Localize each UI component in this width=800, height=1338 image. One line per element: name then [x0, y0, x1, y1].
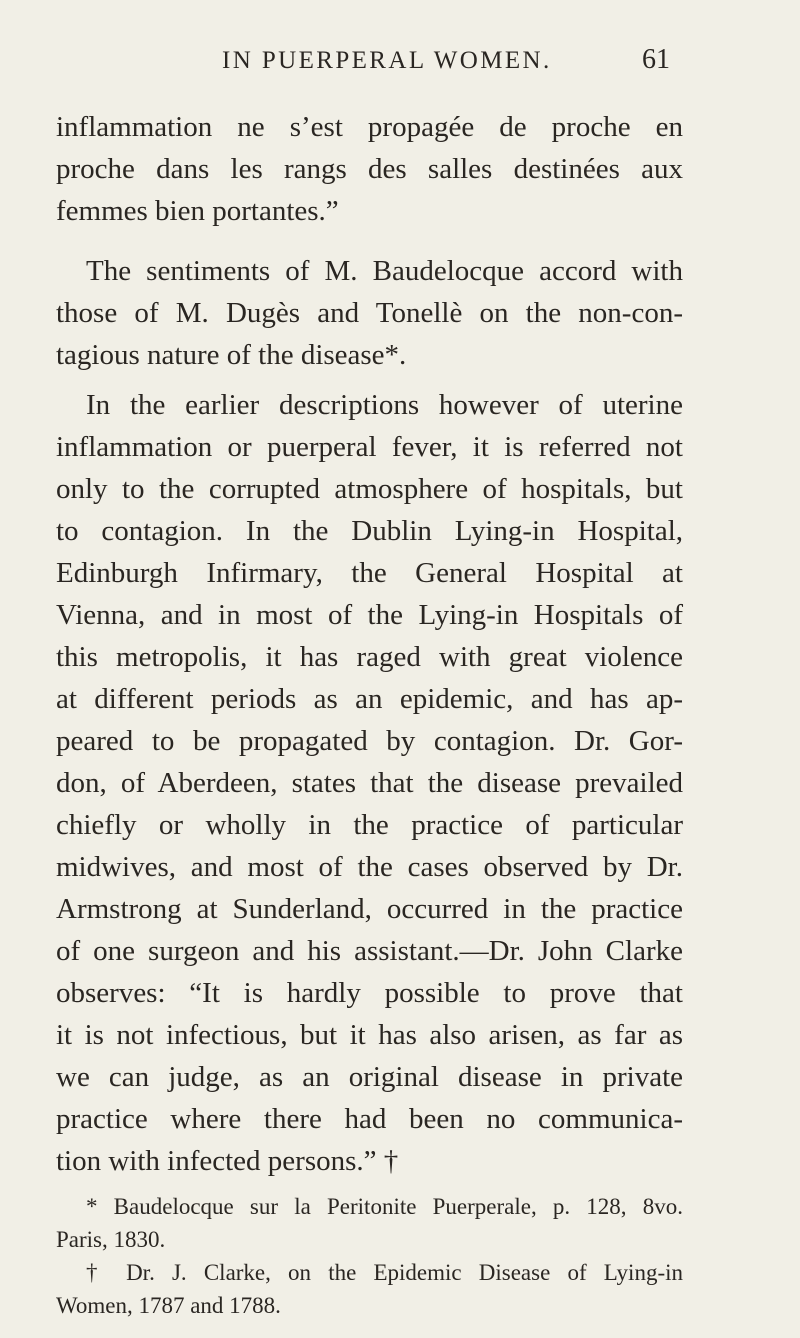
- footnote-line: * Baudelocque sur la Peritonite Puerperale, p. 128, 8vo.: [86, 1194, 683, 1219]
- running-head: [222, 44, 670, 76]
- footnote-1: [56, 1190, 683, 1256]
- text-line: inflammation or puerperal fever, it is referred not: [56, 431, 683, 463]
- text-line: it is not infectious, but it has also arisen, as far as: [56, 1019, 683, 1051]
- text-line: Edinburgh Infirmary, the General Hospital at: [56, 557, 683, 589]
- text-line: practice where there had been no communica-: [56, 1103, 683, 1135]
- footnote-line: † Dr. J. Clarke, on the Epidemic Disease of Lying-in: [86, 1260, 683, 1285]
- text-line: The sentiments of M. Baudelocque accord with: [86, 255, 683, 287]
- text-line: In the earlier descriptions however of uterine: [86, 389, 683, 421]
- text-line: Vienna, and in most of the Lying-in Hospitals of: [56, 599, 683, 631]
- paragraph-1: [56, 106, 683, 232]
- text-line: of one surgeon and his assistant.—Dr. John Clarke: [56, 935, 683, 967]
- text-line: tion with infected persons.” †: [56, 1145, 399, 1177]
- text-line: only to the corrupted atmosphere of hospitals, but: [56, 473, 683, 505]
- text-line: observes: “It is hardly possible to prove that: [56, 977, 683, 1009]
- text-line: chiefly or wholly in the practice of particular: [56, 809, 683, 841]
- running-title: IN PUERPERAL WOMEN.: [222, 47, 552, 74]
- text-line: at different periods as an epidemic, and has ap-: [56, 683, 683, 715]
- text-line: don, of Aberdeen, states that the disease prevailed: [56, 767, 683, 799]
- text-line: proche dans les rangs des salles destinées aux: [56, 153, 683, 185]
- text-line: those of M. Dugès and Tonellè on the non-con-: [56, 297, 683, 329]
- text-line: femmes bien portantes.”: [56, 195, 339, 227]
- text-line: we can judge, as an original disease in private: [56, 1061, 683, 1093]
- footnote-2: [56, 1256, 683, 1322]
- text-line: Armstrong at Sunderland, occurred in the practice: [56, 893, 683, 925]
- text-line: this metropolis, it has raged with great violence: [56, 641, 683, 673]
- paragraph-2: [56, 250, 683, 376]
- text-line: to contagion. In the Dublin Lying-in Hospital,: [56, 515, 683, 547]
- footnote-line: Women, 1787 and 1788.: [56, 1293, 281, 1318]
- text-line: inflammation ne s’est propagée de proche en: [56, 111, 683, 143]
- text-line: midwives, and most of the cases observed by Dr.: [56, 851, 683, 883]
- text-line: peared to be propagated by contagion. Dr. Gor-: [56, 725, 683, 757]
- text-line: tagious nature of the disease*.: [56, 339, 407, 371]
- footnote-line: Paris, 1830.: [56, 1227, 166, 1252]
- paragraph-3: [56, 384, 683, 1182]
- page-number: 61: [642, 44, 670, 75]
